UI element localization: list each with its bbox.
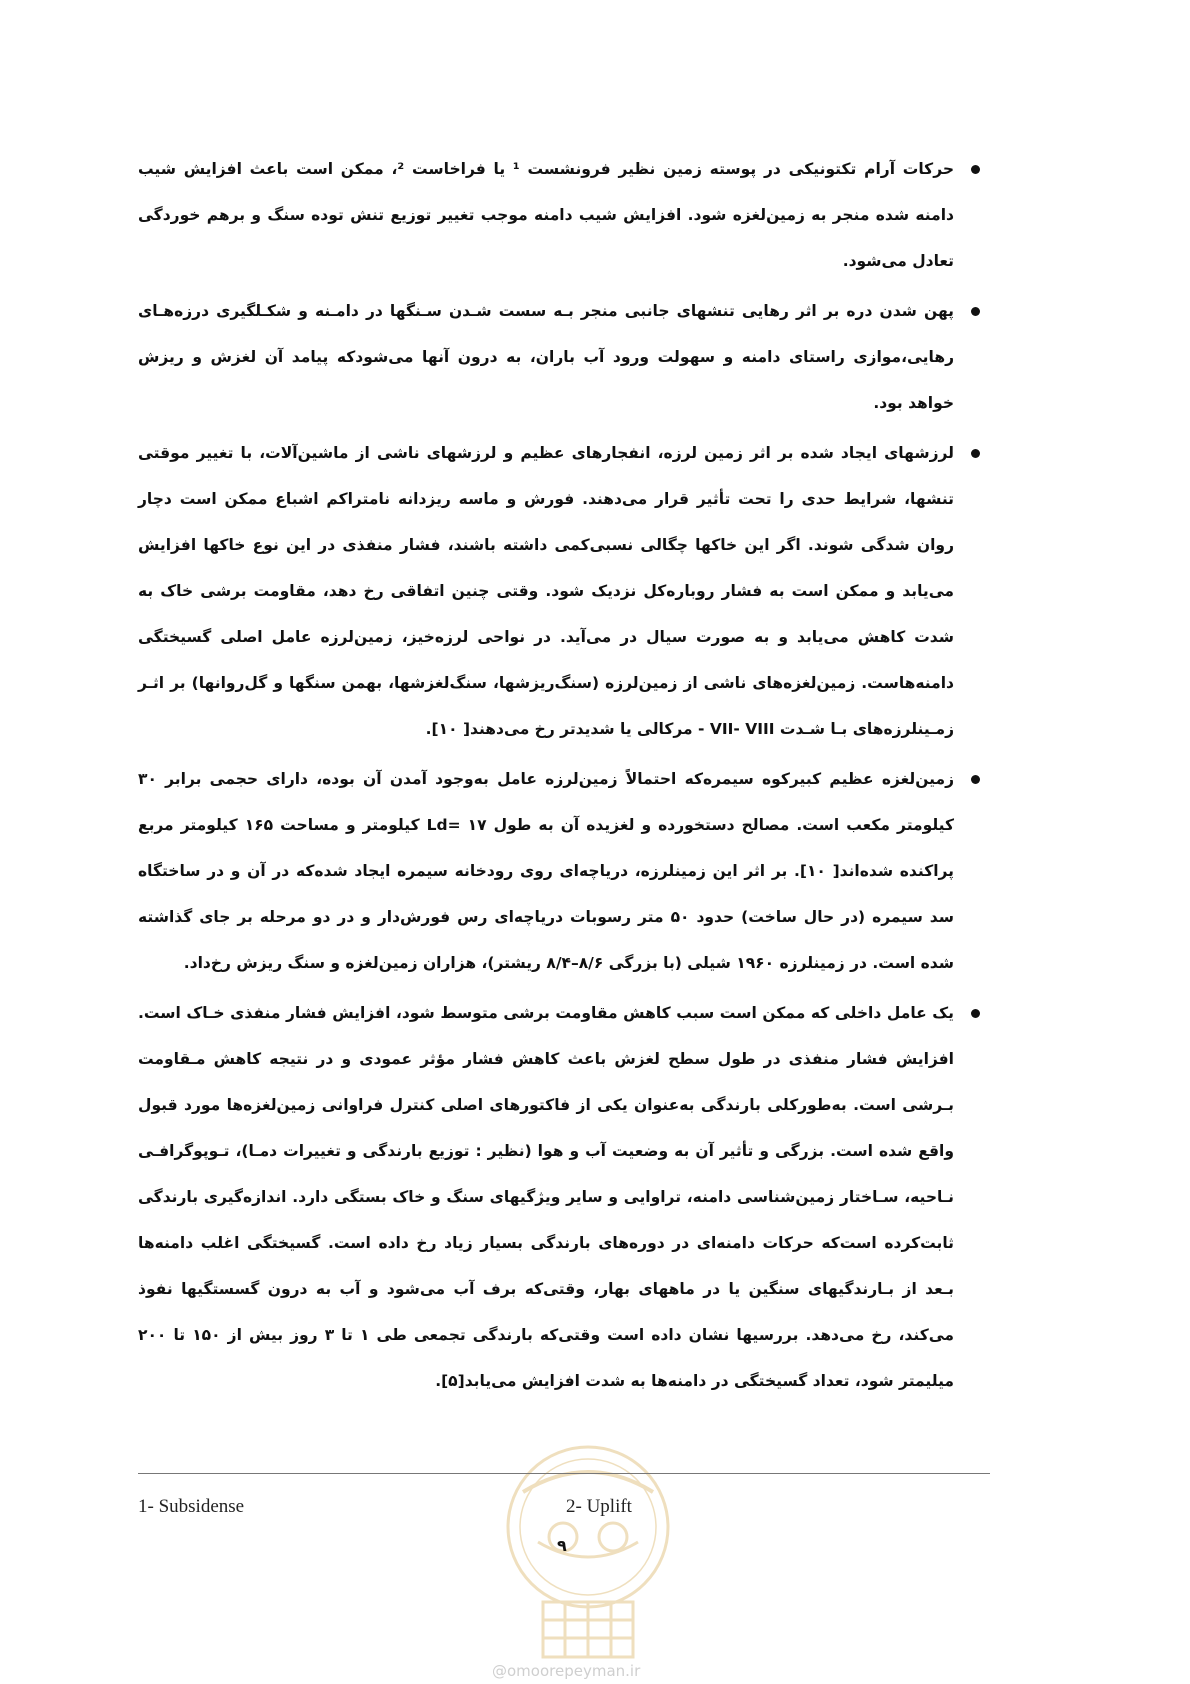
paragraph-text: زمین‌لغزه عظیم کبیرکوه سیمره‌که احتمالاً زمین‌لرزه عامل به‌وجود آمدن آن بوده، دارای حجمی برابر ۳۰ کیلومتر مکعب است. مصالح دستخورده و لغزیده آن به طول Ld= ۱۷ کیلومتر و مساحت ۱۶۵ کیلومتر مربع پراکنده شده‌اند[ ۱۰]. بر اثر این زمینلرزه، دریاچه‌ای روی رودخانه سیمره ایجاد شده‌که در آن و در ساختگاه سد سیمره (در حال ساخت) حدود ۵۰ متر رسوبات دریاچه‌ای رس فورش‌دار و در دو مرحله بر جای گذاشته شده است. در زمینلرزه ۱۹۶۰ شیلی (با بزرگی ۸/۶–۸/۴ ریشتر)، هزاران زمین‌لغزه و سنگ ریزش رخ‌داد. (138, 770, 955, 972)
list-item (138, 288, 980, 426)
watermark-seal-icon (483, 1432, 693, 1662)
watermark-url: @omoorepeyman.ir (492, 1662, 641, 1680)
footnote-divider (138, 1473, 990, 1474)
paragraph-text: لرزشهای ایجاد شده بر اثر زمین لرزه، انفجارهای عظیم و لرزشهای ناشی از ماشین‌آلات، با تغییر موقتی تنشها، شرایط حدی را تحت تأثیر قرار می‌دهند. فورش و ماسه ریزدانه نامتراکم اشباع ممکن است دچار روان شدگی شوند. اگر این خاکها چگالی نسبی‌کمی داشته باشند، فشار منفذی در این نوع خاکها افزایش می‌یابد و ممکن است به فشار روباره‌کل نزدیک شود. وقتی چنین اتفاقی رخ دهد، مقاومت برشی خاک به شدت کاهش می‌یابد و به صورت سیال در می‌آید. در نواحی لرزه‌خیز، زمین‌لرزه عامل اصلی گسیختگی دامنه‌هاست. زمین‌لغزه‌های ناشی از زمین‌لرزه (سنگ‌ریزشها، سنگ‌لغزشها، بهمن سنگها و گل‌روانها) بر اثـر زمـینلرزه‌های بـا شـدت VII- VIII - مرکالی یا شدیدتر رخ می‌دهند[ ۱۰]. (138, 444, 954, 738)
list-item (138, 990, 980, 1404)
list-item (138, 756, 980, 986)
list-item (138, 146, 980, 284)
footnote-1: 1- Subsidense (138, 1496, 245, 1517)
bullet-icon (971, 449, 980, 458)
bullet-icon (971, 165, 980, 174)
bullet-icon (971, 775, 980, 784)
bullet-icon (971, 1009, 980, 1018)
page-number: ۹ (557, 1536, 567, 1555)
bullet-icon (971, 307, 980, 316)
paragraph-text: پهن شدن دره بر اثر رهایی تنشهای جانبی منجر بـه سست شـدن سـنگها در دامـنه و شکـلگیری درزه‌هـای رهایی،موازی راستای دامنه و سهولت ورود آب باران، به درون آنها می‌شودکه پیامد آن لغزش و ریزش خواهد بود. (138, 302, 954, 412)
body-text (138, 146, 980, 1408)
list-item (138, 430, 980, 752)
paragraph-text: یک عامل داخلی که ممکن است سبب کاهش مقاومت برشی متوسط شود، افزایش فشار منفذی خـاک است. افزایش فشار منفذی در طول سطح لغزش باعث کاهش فشار مؤثر عمودی و در نتیجه کاهش مـقاومت بـرشی است. به‌طورکلی بارندگی به‌عنوان یکی از فاکتورهای اصلی کنترل فراوانی زمین‌لغزه‌ها مورد قبول واقع شده است. بزرگی و تأثیر آن به وضعیت آب و هوا (نظیر : توزیع بارندگی و تغییرات دمـا)، تـوپوگرافـی نـاحیه، سـاختار زمین‌شناسی دامنه، تراوایی و سایر ویژگیهای سنگ و خاک بستگی دارد. اندازه‌گیری بارندگی ثابت‌کرده است‌که حرکات دامنه‌ای در دوره‌های بارندگی بسیار زیاد رخ داده است. گسیختگی اغلب دامنه‌ها بـعد از بـارندگیهای سنگین یا در ماههای بهار، وقتی‌که برف آب می‌شود و آب به درون گسستگیها نفوذ می‌کند، رخ می‌دهد. بررسیها نشان داده است وقتی‌که بارندگی تجمعی طی ۱ تا ۳ روز بیش از ۱۵۰ تا ۲۰۰ میلیمتر شود، تعداد گسیختگی در دامنه‌ها به شدت افزایش می‌یابد[۵]. (138, 1004, 955, 1390)
footnote-2: 2- Uplift (566, 1496, 632, 1517)
paragraph-text: حرکات آرام تکتونیکی در پوسته زمین نظیر فرونشست ¹ یا فراخاست ²، ممکن است باعث افزایش شیب دامنه شده منجر به زمین‌لغزه شود. افزایش شیب دامنه موجب تغییر توزیع تنش توده سنگ و برهم خوردگی تعادل می‌شود. (138, 160, 955, 270)
bullet-list (138, 146, 980, 1404)
